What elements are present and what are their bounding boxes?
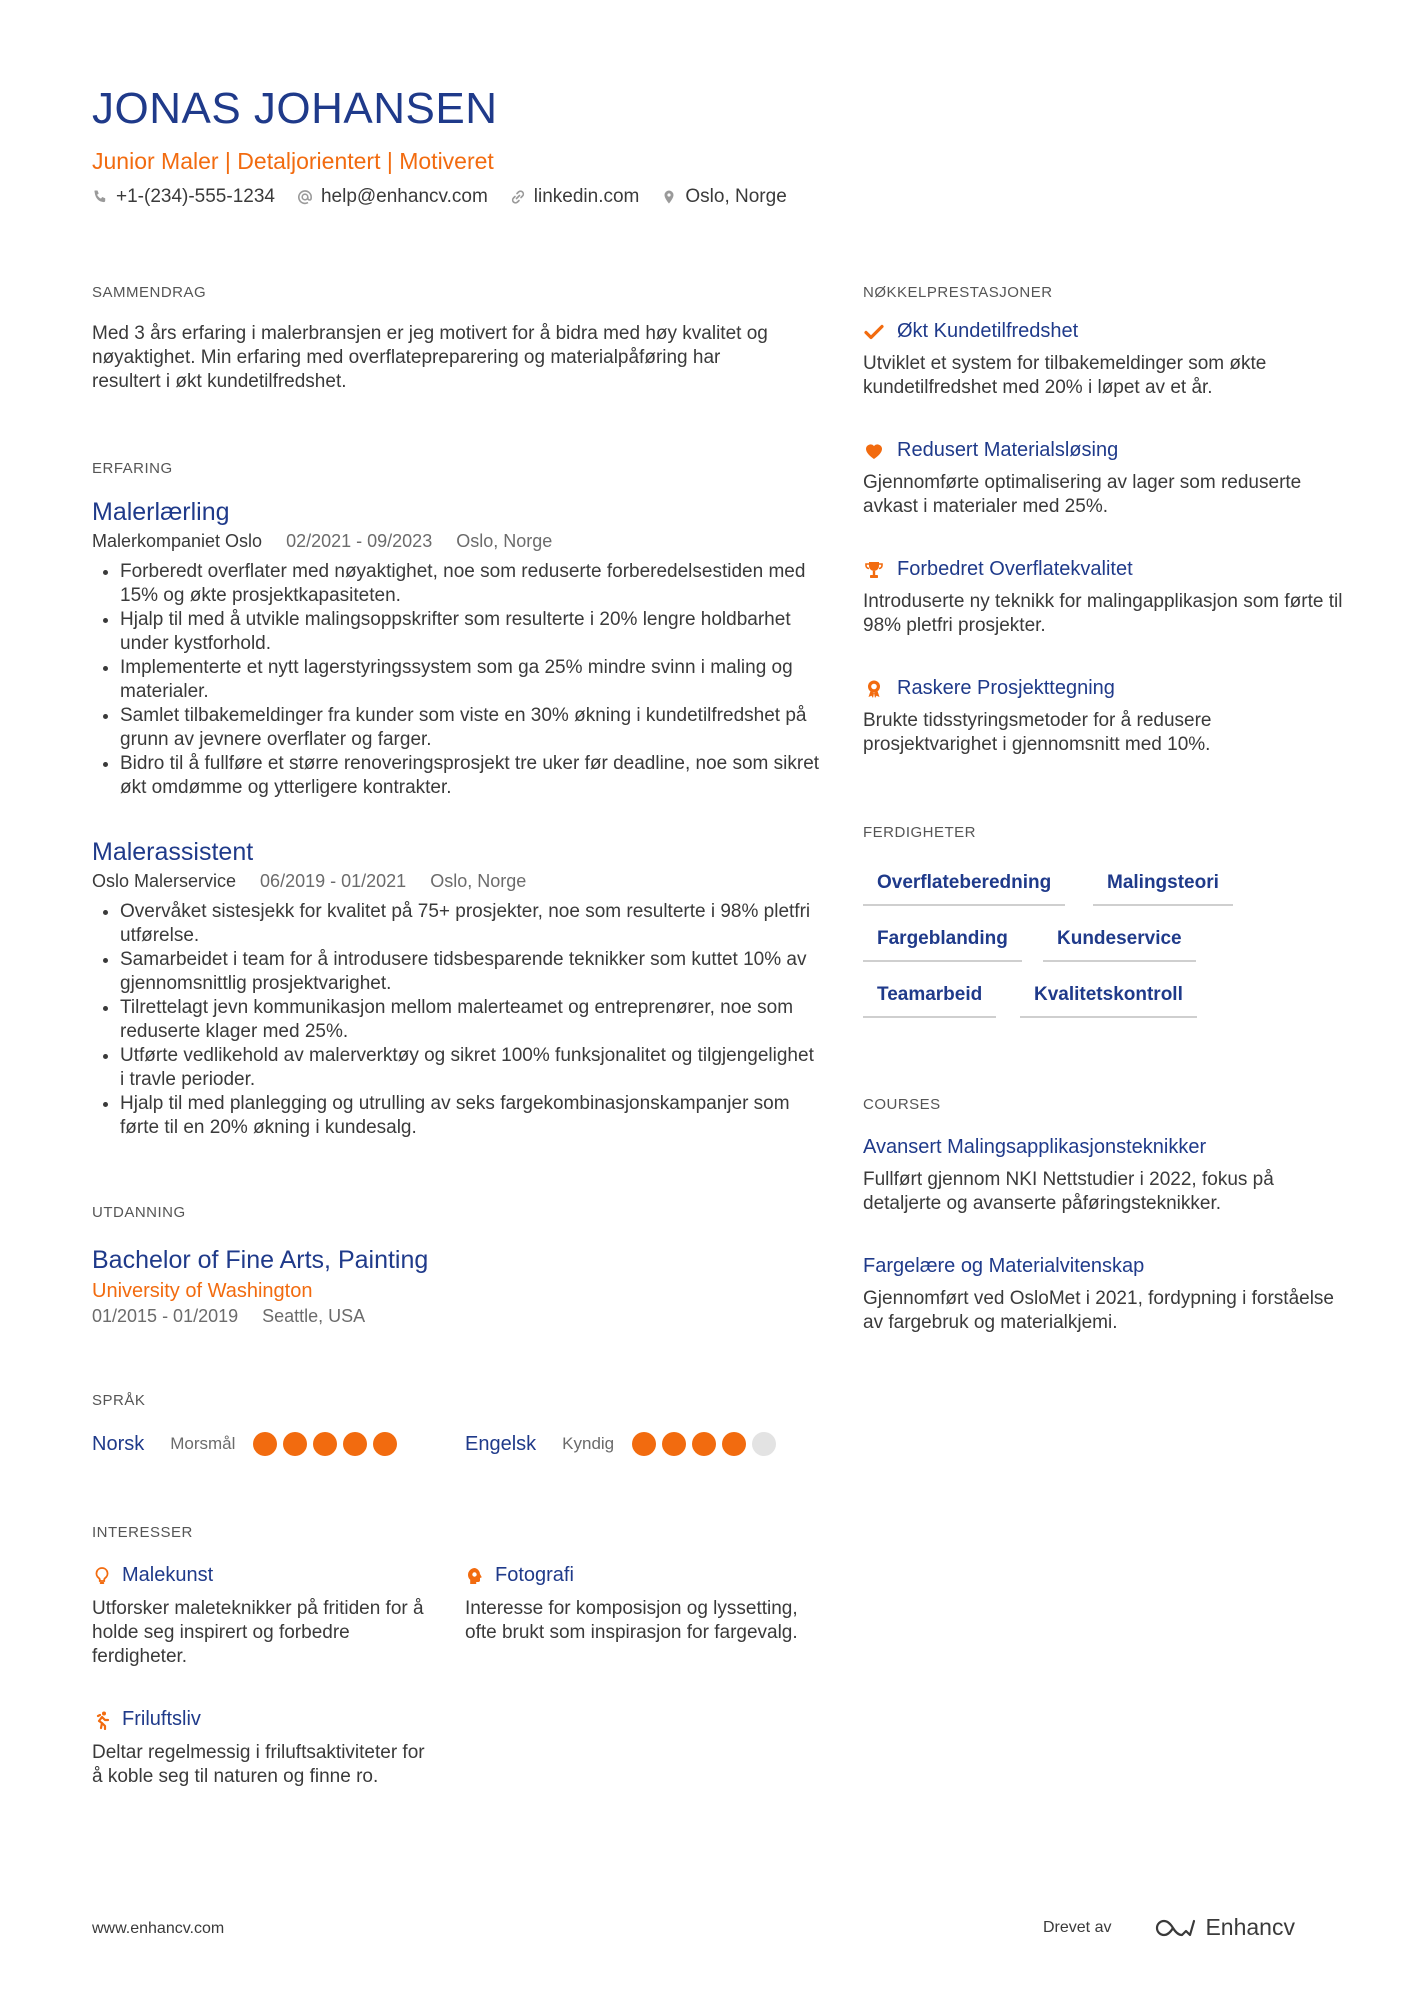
job-bullet: • Bidro til å fullføre et større renoveringsprosjekt tre uker før deadline, noe som sikret økt omdømme og ytterligere kontrakter. [120,752,820,800]
summary-heading: SAMMENDRAG [92,284,207,301]
rating-dot-filled [692,1432,716,1456]
education-meta [92,1306,365,1327]
job-bullet: • Hjalp til med å utvikle malingsoppskrifter som resulterte i 20% lengre holdbarhet under kystforhold. [120,608,820,656]
language-item [92,1432,397,1456]
summary-text: Med 3 års erfaring i malerbransjen er jeg motivert for å bidra med høy kvalitet og nøyaktighet. Min erfaring med overflatepreparering og materialpåføring har resultert i økt kundetilfredshet. [92,323,768,392]
job-bullet: • Implementerte et nytt lagerstyringssystem som ga 25% mindre svinn i maling og materialer. [120,656,820,704]
skill-tag: Teamarbeid [863,984,996,1018]
contact-location [661,186,786,208]
interest-name: Friluftsliv [122,1708,201,1730]
job-company: Oslo Malerservice [92,871,237,891]
job-title: Malerlærling [92,498,230,526]
education-school: University of Washington [92,1280,313,1302]
achievement-title: Redusert Materialsløsing [897,439,1119,461]
education-location: Seattle, USA [262,1306,366,1326]
footer-website[interactable]: www.enhancv.com [92,1920,225,1937]
courses-heading: COURSES [863,1096,941,1113]
job-bullet: • Hjalp til med planlegging og utrulling av seks fargekombinasjonskampanjer som førte til en 20% økning i kundesalg. [120,1092,820,1140]
rating-dot-filled [253,1432,277,1456]
job-bullets [92,900,820,1140]
language-name: Engelsk [465,1432,537,1455]
rating-dot-filled [373,1432,397,1456]
location-text: Oslo, Norge [685,186,787,207]
heart-icon [863,440,885,462]
language-rating [632,1432,776,1456]
rating-dot-empty [752,1432,776,1456]
linkedin-text[interactable]: linkedin.com [533,186,640,207]
job-title: Malerassistent [92,838,254,866]
phone-text: +1-(234)-555-1234 [116,186,275,207]
candidate-name: JONAS JOHANSEN [92,84,498,133]
course-title: Avansert Malingsapplikasjonsteknikker [863,1136,1207,1158]
footer-branding [1043,1914,1295,1941]
language-level: Kyndig [562,1434,615,1453]
skill-tag: Overflateberedning [863,872,1065,906]
hiking-icon [92,1710,112,1730]
rating-dot-filled [662,1432,686,1456]
achievement-desc: Utviklet et system for tilbakemeldinger som økte kundetilfredshet med 20% i løpet av et år. [863,353,1267,398]
interest-item [92,1564,432,1669]
job-company: Malerkompaniet Oslo [92,531,263,551]
interest-item [92,1708,432,1789]
phone-icon [92,189,108,205]
course-title: Fargelære og Materialvitenskap [863,1255,1145,1277]
skill-tag: Kundeservice [1043,928,1196,962]
education-degree: Bachelor of Fine Arts, Painting [92,1246,429,1274]
language-rating [253,1432,397,1456]
achievement-title: Økt Kundetilfredshet [897,320,1079,342]
achievement-item [863,320,1343,400]
interest-desc: Utforsker maleteknikker på fritiden for å holde seg inspirert og forbedre ferdigheter. [92,1598,424,1667]
achievements-heading: NØKKELPRESTASJONER [863,284,1053,301]
location-pin-icon [661,189,677,205]
job-meta [92,531,552,552]
job-dates: 06/2019 - 01/2021 [260,871,407,891]
job-meta [92,871,526,892]
job-bullet: • Tilrettelagt jevn kommunikasjon mellom malerteamet og entreprenører, noe som reduserte klager med 25%. [120,996,820,1044]
language-name: Norsk [92,1432,145,1455]
email-text[interactable]: help@enhancv.com [320,186,488,207]
language-item [465,1432,776,1456]
languages-heading: SPRÅK [92,1392,146,1409]
lightbulb-icon [92,1566,112,1586]
job-bullet: • Samlet tilbakemeldinger fra kunder som viste en 30% økning i kundetilfredshet på grunn av jevnere overflater og farger. [120,704,820,752]
interests-heading: INTERESSER [92,1524,193,1541]
experience-heading: ERFARING [92,460,173,477]
rating-dot-filled [722,1432,746,1456]
job-dates: 02/2021 - 09/2023 [286,531,433,551]
award-icon [863,678,885,700]
job-bullet: • Utførte vedlikehold av malerverktøy og sikret 100% funksjonalitet og tilgjengelighet i travle perioder. [120,1044,820,1092]
skill-tag: Kvalitetskontroll [1020,984,1197,1018]
interest-name: Fotografi [495,1564,574,1586]
rating-dot-filled [283,1432,307,1456]
job-location: Oslo, Norge [430,871,527,891]
achievement-desc: Gjennomførte optimalisering av lager som reduserte avkast i materialer med 25%. [863,472,1302,517]
achievement-title: Forbedret Overflatekvalitet [897,558,1133,580]
education-dates: 01/2015 - 01/2019 [92,1306,239,1326]
checkmark-icon [863,321,885,343]
at-icon [297,189,313,205]
achievement-item [863,558,1343,638]
skill-tag: Malingsteori [1093,872,1233,906]
achievement-desc: Introduserte ny teknikk for malingapplikasjon som førte til 98% pletfri prosjekter. [863,591,1343,636]
job-bullet: • Forberedt overflater med nøyaktighet, noe som reduserte forberedelsestiden med 15% og økte prosjektkapasiteten. [120,560,820,608]
course-desc: Fullført gjennom NKI Nettstudier i 2022, fokus på detaljerte og avanserte påføringsteknikker. [863,1169,1274,1214]
rating-dot-filled [313,1432,337,1456]
education-heading: UTDANNING [92,1204,186,1221]
contact-bar [92,186,787,208]
skill-tag: Fargeblanding [863,928,1022,962]
interest-item [465,1564,805,1645]
achievement-item [863,677,1343,757]
interest-name: Malekunst [122,1564,214,1586]
rating-dot-filled [343,1432,367,1456]
contact-linkedin[interactable] [510,186,640,208]
job-bullet: • Overvåket sistesjekk for kvalitet på 75+ prosjekter, noe som resulterte i 98% pletfri utførelse. [120,900,820,948]
job-bullet: • Samarbeidet i team for å introdusere tidsbesparende teknikker som kuttet 10% av gjennomsnittlig prosjektvarighet. [120,948,820,996]
interest-desc: Interesse for komposisjon og lyssetting, ofte brukt som inspirasjon for fargevalg. [465,1598,798,1643]
link-icon [510,189,526,205]
skills-heading: FERDIGHETER [863,824,977,841]
contact-phone [92,186,275,208]
headline: Junior Maler | Detaljorientert | Motiveret [92,148,494,174]
rating-dot-filled [632,1432,656,1456]
powered-by-text: Drevet av [1043,1918,1112,1936]
interest-desc: Deltar regelmessig i friluftsaktiviteter for å koble seg til naturen og finne ro. [92,1742,425,1787]
language-level: Morsmål [170,1434,236,1453]
enhancv-logo[interactable] [1153,1914,1295,1941]
job-bullets [92,560,820,800]
job-location: Oslo, Norge [456,531,553,551]
enhancv-logo-text: Enhancv [1205,1914,1295,1940]
head-icon [465,1566,485,1586]
achievement-item [863,439,1343,519]
achievement-title: Raskere Prosjekttegning [897,677,1115,699]
trophy-icon [863,559,885,581]
course-desc: Gjennomført ved OsloMet i 2021, fordypning i forståelse av fargebruk og materialkjemi. [863,1288,1335,1333]
achievement-desc: Brukte tidsstyringsmetoder for å redusere prosjektvarighet i gjennomsnitt med 10%. [863,710,1212,755]
contact-email[interactable] [297,186,488,208]
enhancv-logo-icon [1153,1916,1197,1940]
